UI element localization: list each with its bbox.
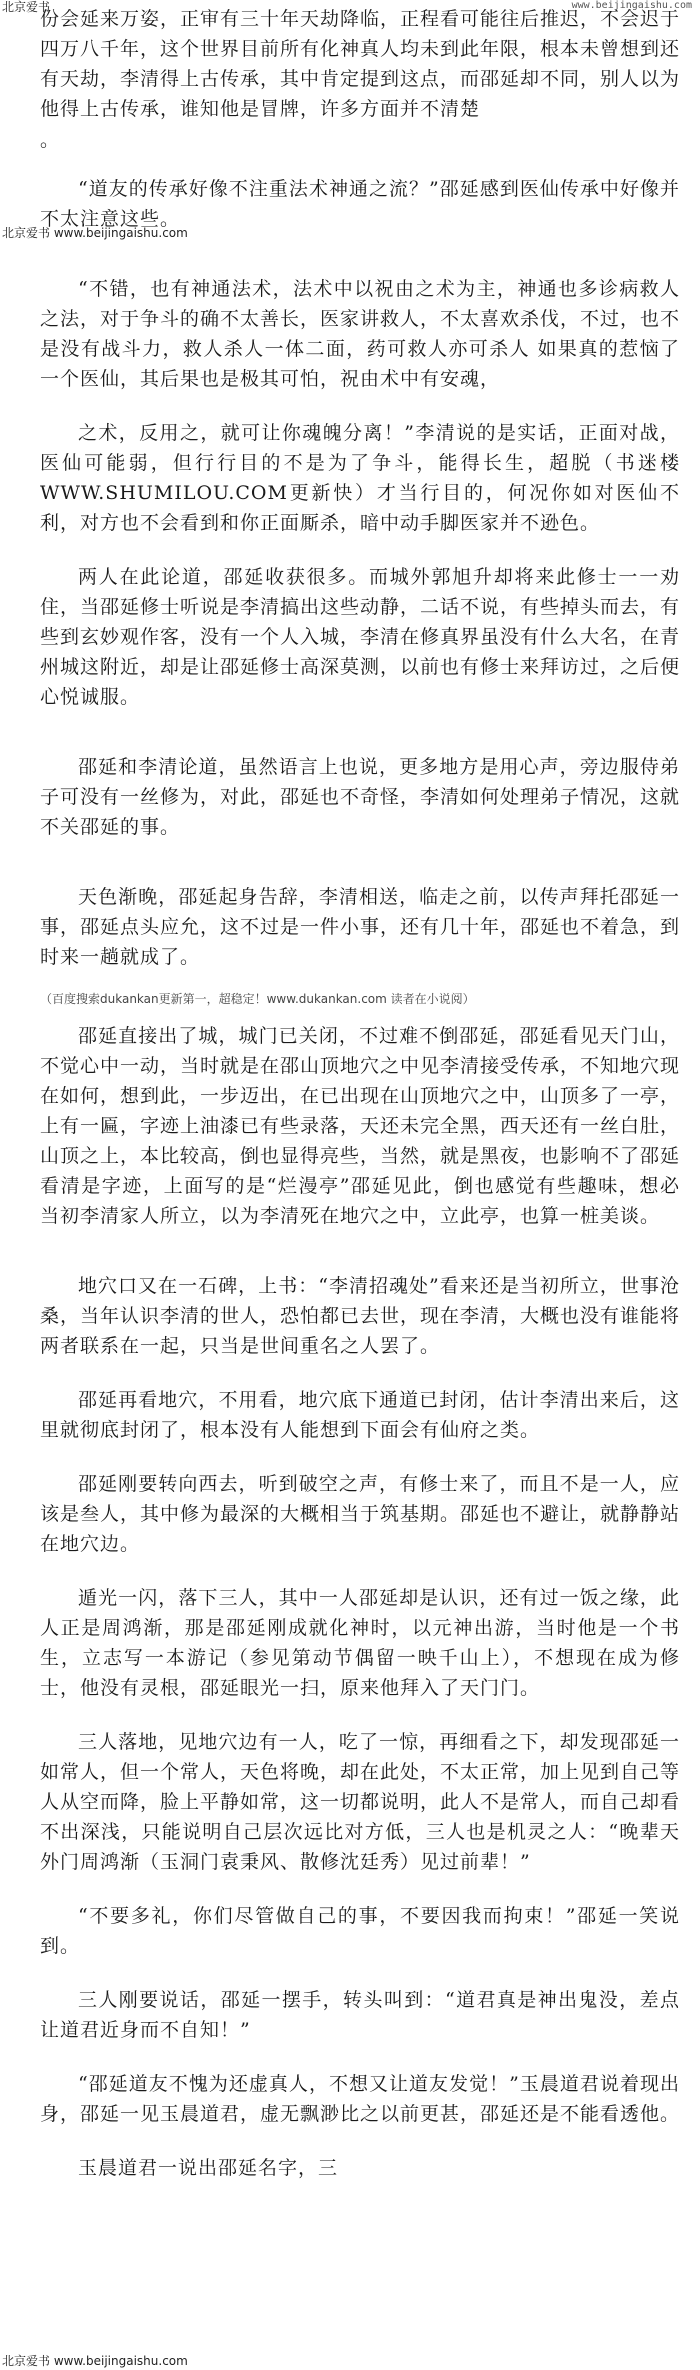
paragraph: 份会延来万姿，正审有三十年天劫降临，正程看可能往后推迟，不会迟于四万八千年，这个世界目前所有化神真人均未到此年限，根本未曾想到还有天劫，李清得上古传承，其中肯定提到这点，而邵延却不同，别人以为他得上古传承，谁知他是冒牌，许多方面并不清楚 [40,8,681,120]
paragraph: 邵延刚要转向西去，听到破空之声，有修士来了，而且不是一人，应该是叁人，其中修为最深的大概相当于筑基期。邵延也不避让，就静静站在地穴边。 [40,1473,681,1555]
site-url-top-right: www.beijingaishu.com [571,0,692,11]
paragraph: “不错，也有神通法术，法术中以祝由之术为主，神通也多诊病救人之法，对于争斗的确不太善长，医家讲救人，不太喜欢杀伐，不过，也不是没有战斗力，救人杀人一体二面，药可救人亦可杀人 如果真的惹恼了一个医仙，其后果也是极其可怕，祝由术中有安魂， [40,278,681,390]
site-url: www.beijingaishu.com [53,226,188,240]
paragraph: 遁光一闪，落下三人，其中一人邵延却是认识，还有过一饭之缘，此人正是周鸿渐，那是邵延刚成就化神时，以元神出游，当时他是一个书生，立志写一本游记（参见第动节偶留一映千山上），不想现在成为修士，他没有灵根，邵延眼光一扫，原来他拜入了天门门。 [40,1587,680,1699]
paragraph: 邵延和李清论道，虽然语言上也说，更多地方是用心声，旁边服侍弟子可没有一丝修为，对此，邵延也不奇怪，李清如何处理弟子情况，这就不关邵延的事。 [40,756,681,838]
article-body [40,4,680,2207]
paragraph-end-dot: 。 [40,129,60,151]
paragraph: 之术，反用之，就可让你魂魄分离！”李清说的是实话，正面对战，医仙可能弱，但行行目的不是为了争斗，能得长生，超脱（书迷楼WWW.SHUMILOU.COM更新快）才当行目的，何况你如对医仙不利，对方也不会看到和你正面厮杀，暗中动手脚医家并不逊色。 [40,422,680,534]
paragraph: 两人在此论道，邵延收获很多。而城外郭旭升却将来此修士一一劝住，当邵延修士听说是李清搞出这些动静，二话不说，有些掉头而去，有些到玄妙观作客，没有一个人入城，李清在修真界虽没有什么大名，在青州城这附近，却是让邵延修士高深莫测，以前也有修士来拜访过，之后便心悦诚服。 [40,566,681,708]
site-name: 北京爱书 [2,0,51,14]
site-url: www.beijingaishu.com [53,2354,188,2368]
paragraph: 邵延再看地穴，不用看，地穴底下通道已封闭，估计李清出来后，这里就彻底封闭了，根本没有人能想到下面会有仙府之类。 [40,1389,680,1441]
paragraph: 玉晨道君一说出邵延名字，三 [78,2157,339,2179]
site-watermark-bottom [2,2354,188,2368]
paragraph: “邵延道友不愧为还虚真人，不想又让道友发觉！”玉晨道君说着现出身，邵延一见玉晨道君，虚无飘渺比之以前更甚，邵延还是不能看透他。 [40,2073,681,2125]
paragraph: 天色渐晚，邵延起身告辞，李清相送，临走之前，以传声拜托邵延一事，邵延点头应允，这不过是一件小事，还有几十年，邵延也不着急，到时来一趟就成了。 [40,886,681,968]
paragraph: “不要多礼，你们尽管做自己的事，不要因我而拘束！”邵延一笑说到。 [40,1905,680,1957]
paragraph: 三人刚要说话，邵延一摆手，转头叫到：“道君真是神出鬼没，差点让道君近身而不自知！” [40,1989,680,2041]
paragraph: 地穴口又在一石碑，上书：“李清招魂处”看来还是当初所立，世事沧桑，当年认识李清的世人，恐怕都已去世，现在李清，大概也没有谁能将两者联系在一起，只当是世间重名之人罢了。 [40,1275,681,1357]
site-name: 北京爱书 [2,2354,51,2368]
paragraph: 邵延直接出了城，城门已关闭，不过难不倒邵延，邵延看见天门山，不觉心中一动，当时就是在邵山顶地穴之中见李清接受传承，不知地穴现在如何，想到此，一步迈出，在已出现在山顶地穴之中，山顶多了一亭，上有一匾，字迹上油漆已有些录落，天还未完全黑，西天还有一丝白肚，山顶之上，本比较高，倒也显得亮些，当然，就是黑夜，也影响不了邵延看清是字迹，上面写的是“烂漫亭”邵延见此，倒也感觉有些趣味，想必当初李清家人所立，以为李清死在地穴之中，立此亭，也算一桩美谈。 [40,1025,681,1227]
site-name: 北京爱书 [2,226,51,240]
inline-ad-note: （百度搜索dukankan更新第一，超稳定！www.dukankan.com 读者在小说阅） [40,992,475,1006]
paragraph: “道友的传承好像不注重法术神通之流？”邵延感到医仙传承中好像并不太注意这些。 [40,178,680,230]
paragraph: 三人落地，见地穴边有一人，吃了一惊，再细看之下，却发现邵延一如常人，但一个常人，天色将晚，却在此处，不太正常，加上见到自己等人从空而降，脸上平静如常，这一切都说明，此人不是常人，而自己却看不出深浅，只能说明自己层次远比对方低，三人也是机灵之人：“晚辈天外门周鸿渐（玉洞门袁秉风、散修沈廷秀）见过前辈！” [40,1731,681,1873]
